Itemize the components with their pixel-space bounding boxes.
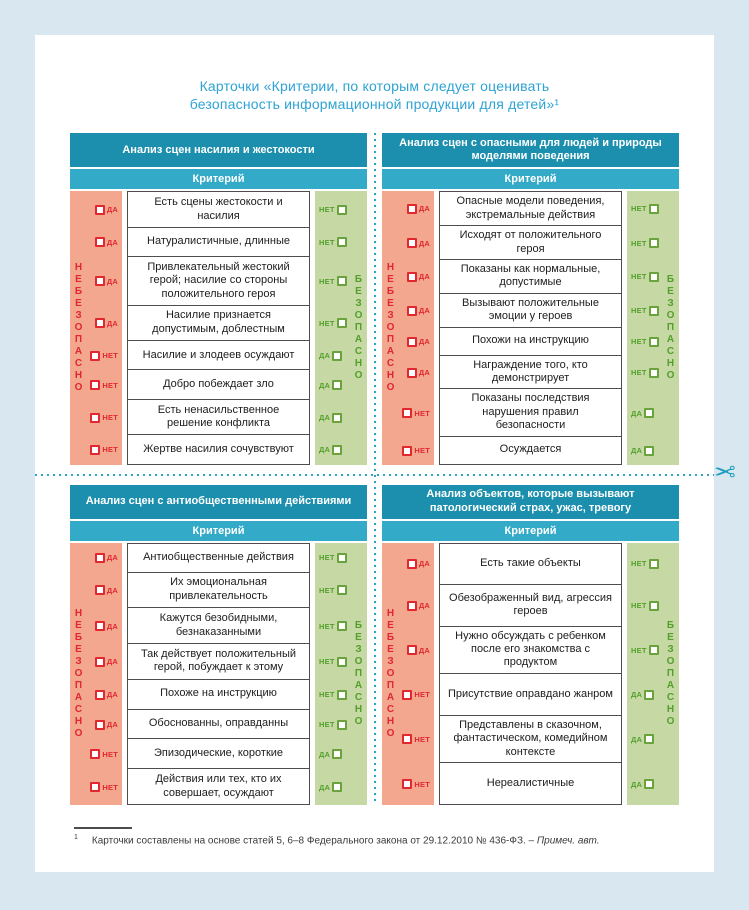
safe-checkbox[interactable] <box>337 621 347 631</box>
unsafe-answer-label: ДА <box>418 368 430 378</box>
footnote-italic: Примеч. авт. <box>536 835 600 847</box>
unsafe-answer-label: НЕТ <box>102 351 118 361</box>
criterion-cell: Осуждается <box>439 437 622 465</box>
unsafe-answer-cell <box>70 228 122 257</box>
unsafe-answer-label: НЕТ <box>102 749 118 759</box>
criterion-cell: Так действует положительный герой, побуждает к этому <box>127 644 310 680</box>
safe-checkbox[interactable] <box>337 720 347 730</box>
unsafe-answer-label: ДА <box>418 238 430 248</box>
safe-checkbox[interactable] <box>644 446 654 456</box>
safe-answer-cell <box>315 739 367 769</box>
criterion-cell: Насилие признается допустимым, доблестным <box>127 306 310 341</box>
safe-answer-label: НЕТ <box>631 204 647 214</box>
safe-checkbox[interactable] <box>337 585 347 595</box>
safe-vertical-label: БЕЗОПАСНО <box>665 619 676 728</box>
safe-answer-label: ДА <box>319 413 331 423</box>
safe-checkbox[interactable] <box>332 445 342 455</box>
unsafe-answer-label: НЕТ <box>414 690 430 700</box>
unsafe-answer-label: НЕТ <box>102 445 118 455</box>
unsafe-checkbox[interactable] <box>402 690 412 700</box>
unsafe-checkbox[interactable] <box>95 205 105 215</box>
unsafe-checkbox[interactable] <box>95 720 105 730</box>
card-title: Анализ сцен насилия и жестокости <box>70 133 367 167</box>
criterion-cell: Антиобщественные действия <box>127 543 310 573</box>
unsafe-answer-cell <box>382 437 434 465</box>
card-table <box>70 191 367 464</box>
safe-answer-label: НЕТ <box>319 237 335 247</box>
safe-answer-label: ДА <box>631 446 643 456</box>
safe-checkbox[interactable] <box>332 413 342 423</box>
card-table <box>382 543 679 805</box>
criterion-cell: Похоже на инструкцию <box>127 680 310 710</box>
unsafe-answer-label: ДА <box>418 601 430 611</box>
unsafe-answer-cell <box>70 191 122 227</box>
card-title: Анализ объектов, которые вызывают патологический страх, ужас, тревогу <box>382 485 679 519</box>
cut-row <box>35 456 736 487</box>
safe-answer-cell <box>315 191 367 227</box>
safe-checkbox[interactable] <box>644 779 654 789</box>
unsafe-checkbox[interactable] <box>90 445 100 455</box>
unsafe-answer-cell <box>382 763 434 805</box>
safe-answer-cell <box>627 437 679 465</box>
unsafe-checkbox[interactable] <box>95 318 105 328</box>
criterion-header: Критерий <box>382 169 679 189</box>
criterion-cell: Присутствие оправдано жанром <box>439 674 622 716</box>
safe-checkbox[interactable] <box>649 204 659 214</box>
criterion-cell: Кажутся безобидными, безнаказанными <box>127 608 310 644</box>
criterion-cell: Обезображенный вид, агрессия героев <box>439 585 622 627</box>
card-table <box>382 191 679 464</box>
unsafe-answer-label: ДА <box>106 621 118 631</box>
safe-answer-label: НЕТ <box>319 690 335 700</box>
unsafe-checkbox[interactable] <box>407 368 417 378</box>
safe-answer-label: НЕТ <box>319 553 335 563</box>
unsafe-vertical-label: НЕБЕЗОПАСНО <box>385 262 396 395</box>
footnote <box>70 827 679 846</box>
criterion-cell: Награждение того, кто демонстрирует <box>439 356 622 390</box>
safe-answer-cell <box>315 573 367 609</box>
unsafe-checkbox[interactable] <box>407 272 417 282</box>
unsafe-checkbox[interactable] <box>95 585 105 595</box>
card-title: Анализ сцен с антиобщественными действиями <box>70 485 367 519</box>
safe-answer-cell <box>315 228 367 257</box>
unsafe-answer-label: ДА <box>106 205 118 214</box>
criterion-cell: Похожи на инструкцию <box>439 328 622 356</box>
unsafe-answer-label: ДА <box>418 204 430 214</box>
criterion-cell: Исходят от положительного героя <box>439 226 622 260</box>
criterion-cell: Добро побеждает зло <box>127 370 310 399</box>
unsafe-checkbox[interactable] <box>407 337 417 347</box>
unsafe-answer-cell <box>382 543 434 585</box>
safe-checkbox[interactable] <box>649 559 659 569</box>
unsafe-vertical-label: НЕБЕЗОПАСНО <box>73 607 84 740</box>
horizontal-cut-line <box>35 474 714 476</box>
safe-answer-label: НЕТ <box>319 720 335 730</box>
criterion-cell: Эпизодические, короткие <box>127 739 310 769</box>
safe-answer-label: НЕТ <box>319 657 335 667</box>
safe-answer-cell <box>315 400 367 435</box>
unsafe-answer-label: НЕТ <box>414 408 430 418</box>
safe-answer-cell <box>627 763 679 805</box>
card-fear-objects <box>382 485 679 805</box>
unsafe-checkbox[interactable] <box>402 408 412 418</box>
safe-checkbox[interactable] <box>644 690 654 700</box>
unsafe-answer-label: ДА <box>106 237 118 247</box>
unsafe-answer-cell <box>382 226 434 260</box>
page-title-line2: безопасность информационной продукции для детей»¹ <box>189 96 560 113</box>
page-title <box>70 77 679 113</box>
unsafe-answer-label: ДА <box>106 690 118 700</box>
footnote-text <box>70 834 679 846</box>
safe-answer-label: НЕТ <box>631 238 647 248</box>
criterion-cell: Показаны как нормальные, допустимые <box>439 260 622 294</box>
unsafe-answer-cell <box>70 769 122 805</box>
safe-checkbox[interactable] <box>332 380 342 390</box>
card-violence <box>70 133 367 464</box>
unsafe-answer-label: ДА <box>418 306 430 316</box>
criterion-cell: Насилие и злодеев осуждают <box>127 341 310 370</box>
safe-answer-label: НЕТ <box>319 276 335 286</box>
unsafe-checkbox[interactable] <box>407 559 417 569</box>
safe-answer-label: ДА <box>631 408 643 418</box>
safe-answer-label: НЕТ <box>631 272 647 282</box>
unsafe-answer-label: НЕТ <box>102 413 118 423</box>
cards-area <box>70 133 736 805</box>
safe-checkbox[interactable] <box>644 734 654 744</box>
safe-answer-cell <box>315 769 367 805</box>
criterion-cell: Представлены в сказочном, фантастическом, комедийном контексте <box>439 716 622 763</box>
card-antisocial <box>70 485 367 805</box>
unsafe-checkbox[interactable] <box>402 446 412 456</box>
document-page <box>35 35 736 872</box>
criterion-cell: Натуралистичные, длинные <box>127 228 310 257</box>
criterion-cell: Их эмоциональная привлекательность <box>127 573 310 609</box>
unsafe-answer-label: ДА <box>106 318 118 328</box>
safe-checkbox[interactable] <box>332 782 342 792</box>
card-title: Анализ сцен с опасными для людей и природы моделями поведения <box>382 133 679 167</box>
unsafe-answer-cell <box>70 739 122 769</box>
safe-answer-label: НЕТ <box>631 306 647 316</box>
footnote-divider <box>74 827 132 829</box>
safe-answer-label: НЕТ <box>631 559 647 569</box>
scissors-icon: ✂ <box>714 456 736 487</box>
safe-answer-label: НЕТ <box>319 585 335 595</box>
criterion-header: Критерий <box>70 169 367 189</box>
criterion-cell: Есть сцены жестокости и насилия <box>127 191 310 227</box>
card-danger-models <box>382 133 679 464</box>
footnote-body: Карточки составлены на основе статей 5, 6–8 Федерального закона от 29.12.2010 № 436-ФЗ. – <box>91 835 537 847</box>
safe-checkbox[interactable] <box>337 553 347 563</box>
unsafe-checkbox[interactable] <box>95 553 105 563</box>
unsafe-answer-cell <box>70 400 122 435</box>
safe-answer-cell <box>627 543 679 585</box>
criterion-cell: Привлекательный жестокий герой; насилие со стороны положительного героя <box>127 257 310 306</box>
unsafe-checkbox[interactable] <box>402 734 412 744</box>
unsafe-answer-label: ДА <box>106 276 118 286</box>
unsafe-checkbox[interactable] <box>95 276 105 286</box>
unsafe-answer-label: НЕТ <box>414 779 430 789</box>
safe-answer-label: ДА <box>631 779 643 789</box>
unsafe-answer-label: ДА <box>106 720 118 730</box>
unsafe-answer-label: НЕТ <box>102 782 118 792</box>
criterion-cell: Есть такие объекты <box>439 543 622 585</box>
safe-checkbox[interactable] <box>649 272 659 282</box>
unsafe-answer-label: ДА <box>106 657 118 667</box>
safe-answer-cell <box>315 543 367 573</box>
criterion-cell: Опасные модели поведения, экстремальные действия <box>439 191 622 226</box>
unsafe-checkbox[interactable] <box>407 204 417 214</box>
footnote-marker: 1 <box>74 834 78 842</box>
unsafe-checkbox[interactable] <box>95 657 105 667</box>
criterion-cell: Нереалистичные <box>439 763 622 805</box>
unsafe-checkbox[interactable] <box>402 779 412 789</box>
safe-vertical-label: БЕЗОПАСНО <box>665 274 676 383</box>
criterion-cell: Действия или тех, кто их совершает, осуждают <box>127 769 310 805</box>
unsafe-answer-cell <box>70 543 122 573</box>
unsafe-answer-label: ДА <box>106 553 118 563</box>
criterion-header: Критерий <box>382 521 679 541</box>
safe-answer-label: ДА <box>631 690 643 700</box>
safe-checkbox[interactable] <box>337 657 347 667</box>
safe-answer-label: НЕТ <box>631 337 647 347</box>
safe-checkbox[interactable] <box>644 408 654 418</box>
unsafe-answer-cell <box>382 389 434 436</box>
safe-checkbox[interactable] <box>649 645 659 655</box>
safe-checkbox[interactable] <box>649 368 659 378</box>
unsafe-checkbox[interactable] <box>95 690 105 700</box>
unsafe-answer-label: НЕТ <box>102 380 118 390</box>
unsafe-checkbox[interactable] <box>407 645 417 655</box>
safe-answer-label: НЕТ <box>631 645 647 655</box>
unsafe-vertical-label: НЕБЕЗОПАСНО <box>73 262 84 395</box>
criterion-cell: Обоснованны, оправданны <box>127 710 310 740</box>
safe-checkbox[interactable] <box>337 205 347 215</box>
safe-answer-label: ДА <box>319 445 331 455</box>
safe-answer-label: НЕТ <box>631 368 647 378</box>
unsafe-answer-label: НЕТ <box>414 734 430 744</box>
page-title-line1: Карточки «Критерии, по которым следует оценивать <box>199 78 550 94</box>
criterion-header: Критерий <box>70 521 367 541</box>
safe-answer-cell <box>627 226 679 260</box>
unsafe-checkbox[interactable] <box>95 621 105 631</box>
unsafe-checkbox[interactable] <box>95 237 105 247</box>
safe-answer-cell <box>627 191 679 226</box>
safe-checkbox[interactable] <box>332 749 342 759</box>
unsafe-checkbox[interactable] <box>407 306 417 316</box>
safe-checkbox[interactable] <box>337 690 347 700</box>
safe-answer-cell <box>627 389 679 436</box>
card-table <box>70 543 367 805</box>
safe-answer-label: НЕТ <box>319 205 335 214</box>
safe-checkbox[interactable] <box>649 337 659 347</box>
safe-checkbox[interactable] <box>649 601 659 611</box>
safe-checkbox[interactable] <box>332 351 342 361</box>
unsafe-answer-cell <box>70 573 122 609</box>
safe-answer-label: ДА <box>319 749 331 759</box>
page-background <box>0 35 749 910</box>
unsafe-checkbox[interactable] <box>90 380 100 390</box>
safe-answer-label: НЕТ <box>319 318 335 328</box>
safe-answer-label: ДА <box>319 782 331 792</box>
unsafe-answer-label: ДА <box>418 337 430 347</box>
unsafe-checkbox[interactable] <box>407 238 417 248</box>
safe-checkbox[interactable] <box>649 306 659 316</box>
safe-checkbox[interactable] <box>337 318 347 328</box>
unsafe-answer-cell <box>70 435 122 464</box>
safe-checkbox[interactable] <box>649 238 659 248</box>
safe-vertical-label: БЕЗОПАСНО <box>353 619 364 728</box>
safe-answer-label: ДА <box>631 734 643 744</box>
unsafe-checkbox[interactable] <box>90 351 100 361</box>
criterion-cell: Показаны последствия нарушения правил безопасности <box>439 389 622 436</box>
unsafe-answer-label: ДА <box>418 272 430 282</box>
criterion-cell: Жертве насилия сочувствуют <box>127 435 310 464</box>
unsafe-answer-label: ДА <box>106 585 118 595</box>
safe-answer-label: НЕТ <box>631 601 647 611</box>
unsafe-checkbox[interactable] <box>90 782 100 792</box>
unsafe-checkbox[interactable] <box>90 749 100 759</box>
safe-checkbox[interactable] <box>337 237 347 247</box>
unsafe-checkbox[interactable] <box>90 413 100 423</box>
safe-checkbox[interactable] <box>337 276 347 286</box>
safe-answer-cell <box>315 435 367 464</box>
safe-answer-label: ДА <box>319 351 331 361</box>
criterion-cell: Нужно обсуждать с ребенком после его знакомства с продуктом <box>439 627 622 674</box>
criterion-cell: Вызывают положительные эмоции у героев <box>439 294 622 328</box>
unsafe-answer-label: ДА <box>418 645 430 655</box>
criterion-cell: Есть ненасильственное решение конфликта <box>127 400 310 435</box>
unsafe-answer-cell <box>382 191 434 226</box>
unsafe-checkbox[interactable] <box>407 601 417 611</box>
unsafe-vertical-label: НЕБЕЗОПАСНО <box>385 607 396 740</box>
safe-answer-label: НЕТ <box>319 621 335 631</box>
safe-vertical-label: БЕЗОПАСНО <box>353 274 364 383</box>
safe-answer-label: ДА <box>319 380 331 390</box>
unsafe-answer-label: НЕТ <box>414 446 430 456</box>
unsafe-answer-label: ДА <box>418 559 430 569</box>
